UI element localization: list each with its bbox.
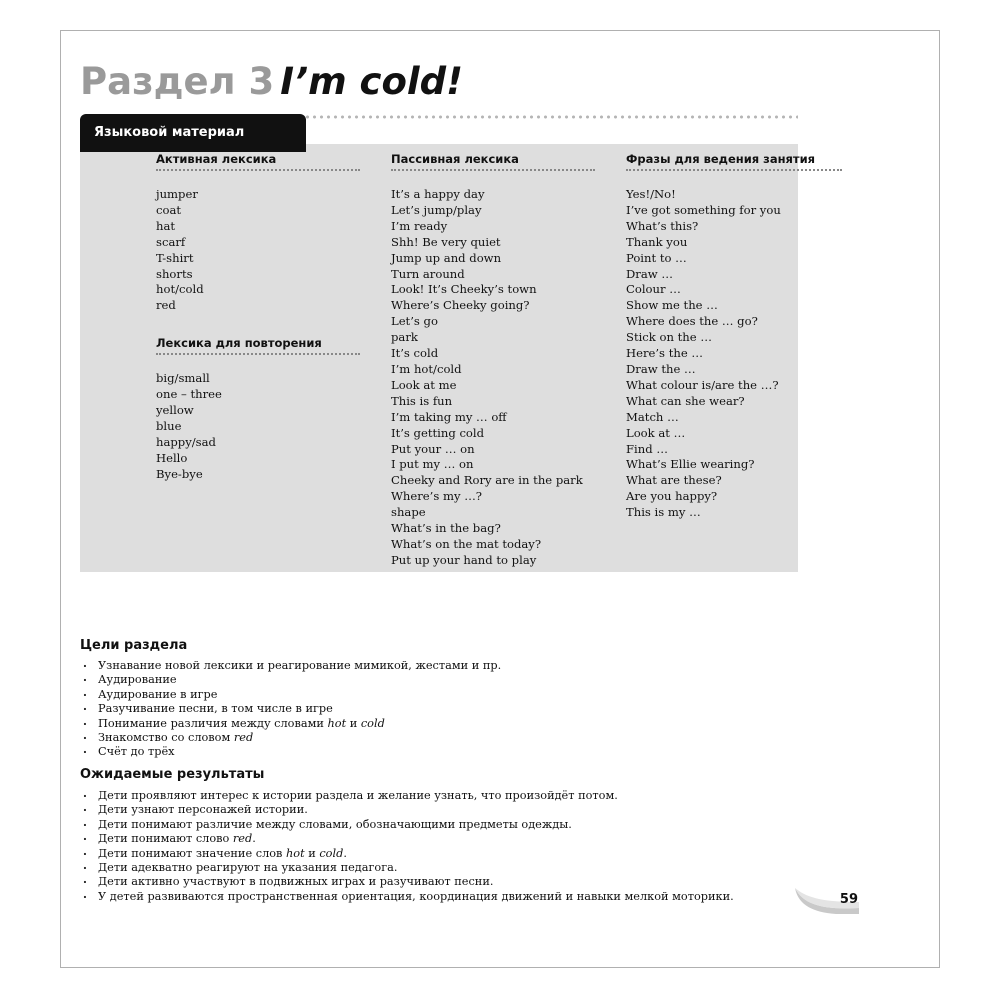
list-item: What’s in the bag?	[391, 521, 501, 536]
list-item: hat	[156, 218, 176, 233]
list-item: coat	[156, 202, 182, 217]
list-item: Look at …	[626, 425, 686, 440]
list-item: It’s getting cold	[391, 425, 485, 440]
list-item: red	[156, 298, 176, 313]
bullet-item: · Аудирование в игре	[80, 688, 501, 702]
list-item: Where does the … go?	[626, 314, 758, 329]
unit-title-prefix: Раздел 3	[80, 60, 275, 103]
list-item: Put up your hand to play	[391, 552, 537, 567]
bullet-item: · Дети активно участвуют в подвижных играх и разучивают песни.	[80, 875, 734, 889]
language-material-tab: Языковой материал	[80, 114, 306, 152]
bullet-item: · Понимание различия между словами hot и cold	[80, 717, 501, 731]
list-item: shorts	[156, 266, 193, 281]
list-item: Point to …	[626, 250, 687, 265]
list-item: Colour …	[626, 282, 681, 297]
list-item: What’s on the mat today?	[391, 536, 542, 551]
bullet-item: · Аудирование	[80, 673, 501, 687]
bullet-item: · Дети понимают слово red.	[80, 832, 734, 846]
list-item: Let’s jump/play	[391, 202, 482, 217]
classroom-phrases-heading: Фразы для ведения занятия	[626, 152, 842, 171]
results-heading: Ожидаемые результаты	[80, 767, 265, 782]
list-item: I’ve got something for you	[626, 202, 781, 217]
active-vocabulary-heading: Активная лексика	[156, 152, 360, 171]
list-item: Show me the …	[626, 298, 718, 313]
list-item: Let’s go	[391, 314, 438, 329]
list-item: Thank you	[626, 234, 688, 249]
unit-title-main: I’m cold!	[280, 60, 463, 103]
list-item: Put your … on	[391, 441, 475, 456]
list-item: Where’s Cheeky going?	[391, 298, 530, 313]
goals-list	[80, 659, 501, 760]
bullet-item: · Знакомство со словом red	[80, 731, 501, 745]
list-item: yellow	[156, 403, 194, 418]
goals-heading: Цели раздела	[80, 638, 188, 653]
column-classroom-phrases	[626, 152, 842, 521]
list-item: I put my … on	[391, 457, 474, 472]
list-item: Turn around	[391, 266, 465, 281]
list-item: What can she wear?	[626, 393, 745, 408]
bullet-item: · Дети понимают значение слов hot и cold.	[80, 847, 734, 861]
list-item: Shh! Be very quiet	[391, 234, 501, 249]
list-item: Jump up and down	[391, 250, 502, 265]
unit-title	[80, 60, 463, 103]
list-item: T-shirt	[156, 250, 194, 265]
list-item: hot/cold	[156, 282, 204, 297]
list-item: Are you happy?	[626, 489, 718, 504]
list-item: What’s this?	[626, 218, 699, 233]
list-item: This is my …	[626, 505, 701, 520]
results-list	[80, 789, 734, 904]
passive-vocabulary-heading: Пассивная лексика	[391, 152, 595, 171]
bullet-item: · Узнавание новой лексики и реагирование мимикой, жестами и пр.	[80, 659, 501, 673]
list-item: shape	[391, 505, 426, 520]
list-item: happy/sad	[156, 434, 216, 449]
list-item: Look at me	[391, 377, 457, 392]
list-item: Cheeky and Rory are in the park	[391, 473, 583, 488]
review-vocabulary-heading: Лексика для повторения	[156, 336, 360, 355]
page-number: 59	[839, 892, 858, 907]
list-item: one – three	[156, 387, 222, 402]
passive-vocabulary-list	[391, 187, 595, 569]
list-item: Yes!/No!	[626, 187, 676, 201]
bullet-item: · Дети понимают различие между словами, обозначающими предметы одежды.	[80, 818, 734, 832]
list-item: I’m ready	[391, 218, 448, 233]
list-item: Bye-bye	[156, 466, 203, 481]
list-item: jumper	[156, 187, 198, 201]
list-item: What are these?	[626, 473, 722, 488]
list-item: Draw the …	[626, 361, 696, 376]
column-passive-vocabulary	[391, 152, 595, 569]
bullet-item: · Дети адекватно реагируют на указания педагога.	[80, 861, 734, 875]
list-item: Hello	[156, 450, 188, 465]
list-item: I’m hot/cold	[391, 361, 462, 376]
page-number-tab	[793, 886, 863, 914]
list-item: scarf	[156, 234, 186, 249]
list-item: Find …	[626, 441, 668, 456]
bullet-item: · Счёт до трёх	[80, 745, 501, 759]
review-vocabulary-list	[156, 371, 360, 482]
list-item: This is fun	[391, 393, 453, 408]
list-item: Match …	[626, 409, 679, 424]
list-item: What colour is/are the …?	[626, 377, 779, 392]
bullet-item: · Дети проявляют интерес к истории раздела и желание узнать, что произойдёт потом.	[80, 789, 734, 803]
list-item: big/small	[156, 371, 210, 386]
list-item: park	[391, 330, 418, 345]
bullet-item: · Разучивание песни, в том числе в игре	[80, 702, 501, 716]
list-item: Draw …	[626, 266, 673, 281]
classroom-phrases-list	[626, 187, 842, 521]
list-item: Where’s my …?	[391, 489, 483, 504]
list-item: What’s Ellie wearing?	[626, 457, 755, 472]
column-active-vocabulary	[156, 152, 360, 483]
list-item: blue	[156, 418, 182, 433]
list-item: Look! It’s Cheeky’s town	[391, 282, 537, 297]
active-vocabulary-list	[156, 187, 360, 314]
list-item: Here’s the …	[626, 346, 703, 361]
list-item: Stick on the …	[626, 330, 712, 345]
list-item: I’m taking my … off	[391, 409, 507, 424]
list-item: It’s a happy day	[391, 187, 485, 201]
list-item: It’s cold	[391, 346, 439, 361]
bullet-item: · У детей развиваются пространственная ориентация, координация движений и навыки мелкой моторики.	[80, 890, 734, 904]
bullet-item: · Дети узнают персонажей истории.	[80, 803, 734, 817]
